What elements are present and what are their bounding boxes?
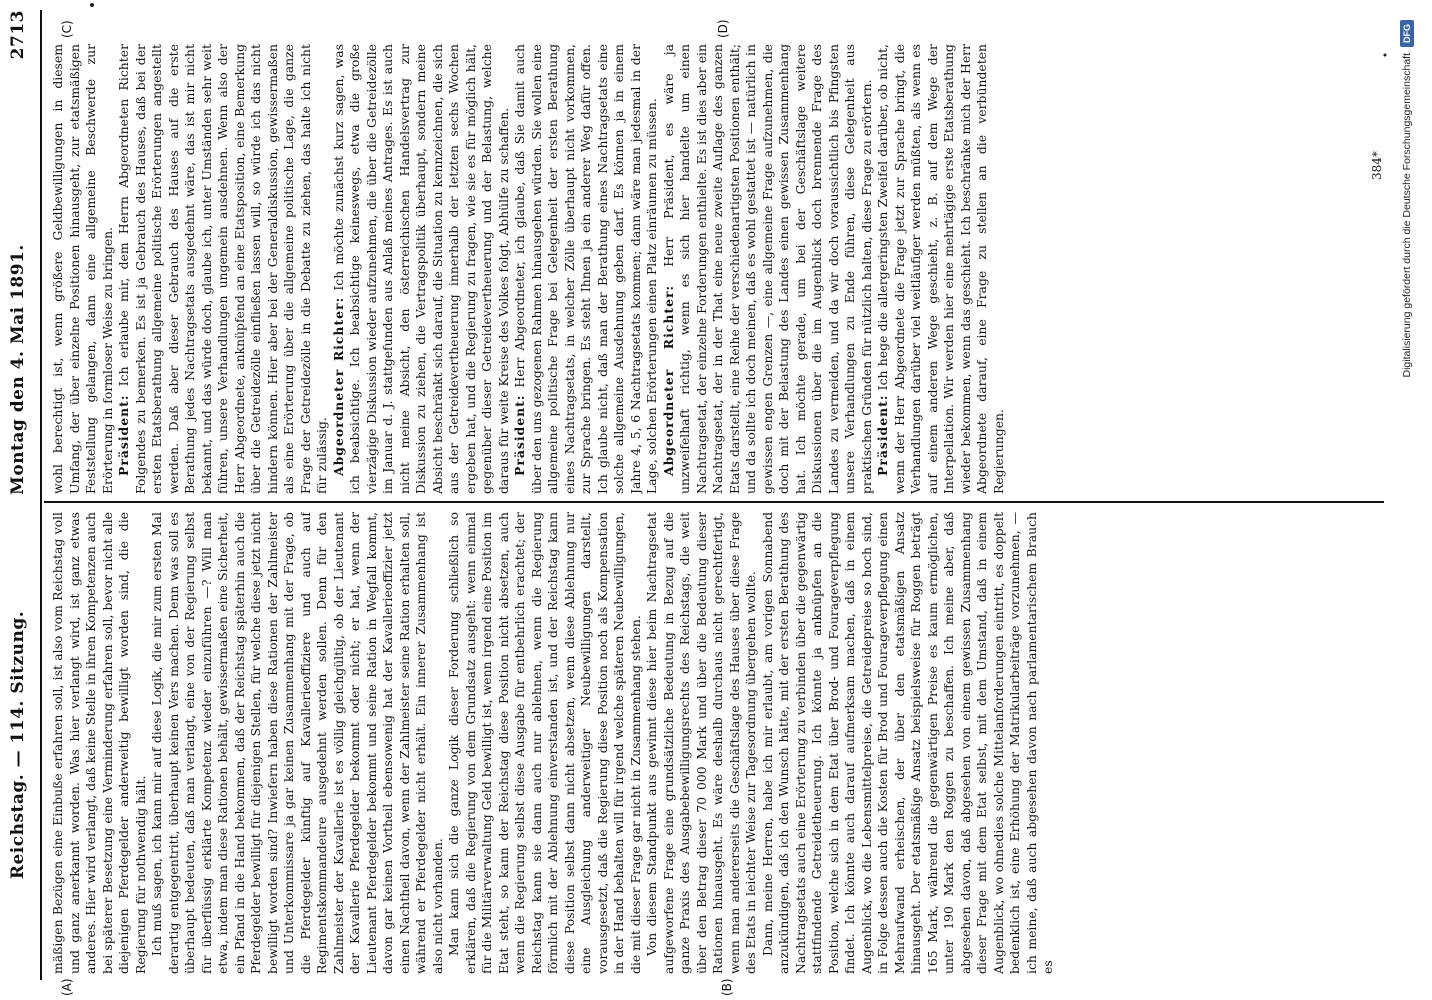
paragraph: Dann, meine Herren, habe ich mir erlaubt, am vorigen Sonnabend anzukündigen, daß ich den Wunsch hätte, mit der ersten Berathung des Nachtragsetats auch eine Erörterung zu verbinden über die gegenwärtig stattfindende Getreidetheuerung. Ich könnte ja anknüpfen an die Position, welche sich in dem Etat über Brod- und Fourageverpflegung findet. Ich könnte auch darauf aufmerksam machen, daß in einem Augenblick, wo die Lebensmittelpreise, die Getreidepreise so hoch sind, in Folge dessen auch die Kosten für Brod und Fourageverpflegung einen Mehraufwand erheischen, der über den etatsmäßigen Ansatz hinausgeht. Der etatsmäßige Ansatz beispielsweise für Roggen beträgt 165 Mark, während die gegenwärtigen Preise es kaum ermöglichen, unter 190 Mark den Roggen zu beschaffen. Ich meine aber, daß abgesehen davon, daß abgesehen von einem gewissen Zusammenhang dieser Frage mit dem Etat selbst, mit dem Umstand, daß in einem Augenblick, wo ohnedies solche Mittelanforderungen eintritt, es doppelt bedenklich ist, eine Erhöhung der Matrikularbeiträge vorzunehmen, — ich meine, daß auch abgesehen davon nach parlamentarischem Brauch es [759,512,1055,974]
speech-paragraph [50,44,116,494]
margin-marker-b: (B) [720,978,734,996]
digitization-notice: Digitalisierung gefördert durch die Deutsche Forschungsgemeinschaft [1401,53,1413,378]
speech-paragraph [331,44,513,494]
paragraph: Man kann sich die ganze Logik dieser Forderung schließlich so erklären, daß die Regierung von dem Grundsatz ausgeht: wenn einmal für die Militärverwaltung Geld bewilligt ist, wenn irgend eine Position im Etat steht, so kann der Reichstag diese Position nicht absetzen, auch wenn die Regierung selbst diese Ausgabe für entbehrlich erachtet; der Reichstag kann sie dann auch nur ablehnen, wenn die Regierung förmlich mit der Ablehnung einverstanden ist, und der Reichstag kann diese Position selbst dann nicht absetzen, wenn diese Ablehnung nur eine Ausgleichung anderweitiger Neubewilligungen darstellt, vorausgesetzt, daß die Regierung diese Position noch als Kompensation in der Hand behalten will für irgend welche späteren Neubewilligungen, die mit dieser Frage gar nicht in Zusammenhang stehen. [446,512,643,974]
running-header-right [0,10,36,495]
margin-marker-c: (C) [60,20,74,38]
speech-paragraph [661,44,876,494]
running-header-left [0,510,36,980]
page-number: 2713 [8,10,28,60]
speech-text: wohl berechtigt ist, wenn größere Geldbewilligungen in diesem Umfang, der über einzelne Positionen hinausgeht, zur etatsmäßigen Feststellung gelangen, dann eine allgemeine Beschwerde zur Erörterung in formloser Weise zu bringen. [50,44,115,494]
date-line: Montag den 4. Mai 1891. [8,244,28,495]
speaker-name: Abgeordneter Richter: [660,284,676,476]
speech-paragraph [512,44,661,494]
paragraph: Ich muß sagen, ich kann mir auf diese Logik, die mir zum ersten Mal derartig entgegentritt, überhaupt keinen Vers machen. Denn was soll es überhaupt bedeuten, daß man verlangt, eine von der Regierung selbst für überflüssig erklärte Kompetenz wieder einzuführen —? Will man etwa, indem man diese Rationen behält, gewissermaßen eine Sicherheit, ein Pfand in die Hand bekommen, daß der Reichstag späterhin auch die Pferdegelder bewilligt für diejenigen Stellen, für welche diese jetzt nicht bewilligt worden sind? Inwiefern haben diese Rationen der Zahlmeister und Unterkommissare ja gar keinen Zusammenhang mit der Frage, ob die Pferdegelder künftig auf Kavallerieoffiziere und auch auf Regimentskommandeure ausgedehnt werden sollen. Denn für den Zahlmeister der Kavallerie ist es völlig gleichgültig, ob der Lieutenant der Kavallerie Pferdegelder bekommt oder nicht; er hat, wenn der Lieutenant Pferdegelder bekommt und seine Ration in Wegfall kommt, davon gar keinen Vortheil ebensowenig hat der Kavallerieoffizier jetzt einen Nachtheil davon, wenn der Zahlmeister seine Ration erhalten soll, während er Pferdegelder nicht erhält. Ein innerer Zusammenhang ist also nicht vorhanden. [149,512,445,974]
speech-text: Ich hege die allergeringsten Zweifel darüber, ob nicht, wenn der Herr Abgeordnete die Frage jetzt zur Sprache bringt, die Verhandlungen darüber viel weitläufiger werden müßten, als wenn es auf einem anderen Wege geschieht, z. B. auf dem Wege der Interpellation. Wir werden hier eine mehrtägige erste Etatsberathung wieder bekommen, wenn das geschieht. Ich beschränke mich der Herr Abgeordnete darauf, eine Frage zu stellen an die verbündeten Regierungen. [875,44,1006,494]
speech-paragraph [116,44,331,494]
speech-paragraph [875,44,1007,494]
speech-text: Herr Abgeordneter, ich glaube, daß Sie damit auch über den uns gezogenen Rahmen hinausgehen würden. Sie wollen eine allgemeine politische Frage bei Gelegenheit der ersten Berathung eines Nachtragsetats, in welcher Zölle überhaupt nicht vorkommen, zur Sprache bringen. Es steht Ihnen ja ein anderer Weg dafür offen. Ich glaube nicht, daß man der Berathung eines Nachtragsetats eine solche allgemeine Ausdehnung geben darf. Es können ja in einem Jahre 4, 5, 6 Nachtragsetats kommen; dann wäre man jedesmal in der Lage, solchen Erörterungen einen Platz einräumen zu müssen. [512,44,659,494]
left-text-column [50,512,1382,974]
dfg-logo: DFG [1400,20,1414,47]
margin-marker-d: (D) [716,19,730,38]
speaker-name: Präsident: [116,394,131,476]
speech-text: Herr Präsident, es wäre ja unzweifelhaft richtig, wenn es sich hier handelte um einen Nachtragsetat, der einzelne Forderungen enthielte. Es ist dies aber ein Nachtragsetat, der in der That eine neue zweite Auflage des ganzen Etats darstellt, eine Reihe der verschiedenartigsten Positionen enthält; und da sollte ich doch meinen, daß es wohl gestattet ist — natürlich in gewissen engen Grenzen —, eine allgemeine Frage aufzunehmen, die doch mit der Belastung des Landes einen gewissen Zusammenhang hat. Ich möchte gerade, um bei der Geschäftslage weitere Diskussionen über die im Augenblick doch brennende Frage des Landes zu vermeiden, und da wir doch voraussichtlich bis Pfingsten unsere Verhandlungen zu Ende führen, diese Gelegenheit aus praktischen Gründen für nützlich halten, diese Frage zu erörtern. [660,44,874,494]
column-divider [44,502,1384,504]
header-rule [40,10,42,980]
paragraph: Von diesem Standpunkt aus gewinnt diese hier beim Nachtragsetat aufgeworfene Frage eine grundsätzliche Bedeutung in Bezug auf die ganze Praxis des Ausgabebewilligungsrechts des Reichstags, die weit über den Betrag dieser 70 000 Mark und über die Bedeutung dieser Rationen hinausgeht. Es wäre deshalb durchaus nicht gerechtfertigt, wenn man andererseits die Geschäftslage des Hauses über diese Frage des Etats in leichter Weise zur Tagesordnung übergehen wollte. [644,512,758,974]
signature-mark: 384* [1370,151,1384,180]
right-text-column [50,44,1382,494]
speech-text: Ich erlaube mir, dem Herrn Abgeordneten Richter Folgendes zu bemerken. Es ist ja Gebrauch des Hauses, daß bei der ersten Etatsberathung allgemeine politische Erörterungen angestellt werden. Daß aber dieser Gebrauch des Hauses auf die erste Berathung jedes Nachtragsetats ausgedehnt wäre, das ist mir nicht bekannt, und das würde doch, glaube ich, unter Umständen sehr weit führen, unsere Verhandlungen ungemein ausdehnen. Wenn also der Herr Abgeordnete, anknüpfend an eine Etatsposition, eine Bemerkung über die Getreidezölle einfließen lassen will, so würde ich das nicht hindern können. Hier aber bei der Generaldiskussion, gewissermaßen als eine Erörterung über die allgemeine politische Lage, die ganze Frage der Getreidezölle in die Debatte zu ziehen, das halte ich nicht für zulässig. [116,44,329,494]
speech-text: Ich möchte zunächst kurz sagen, was ich beabsichtige. Ich beabsichtige keineswegs, etwa die große vierzägige Diskussion wieder aufzunehmen, die über die Getreidezölle im Januar d. J. stattgefunden aus Anlaß meines Antrages. Es ist auch nicht meine Absicht, den österreichischen Handelsvertrag zur Diskussion zu ziehen, die Vertragspolitik überhaupt, sondern meine Absicht beschränkt sich darauf, die Situation zu kennzeichnen, die sich aus der Getreidevertheuerung innerhalb der letzten sechs Wochen ergeben hat, und die Regierung zu fragen, wie sie es für möglich hält, gegenüber dieser Getreidevertheuerung und der Belastung, welche daraus für weite Kreise des Volkes folgt, Abhülfe zu schaffen. [330,44,511,494]
speaker-name: Präsident: [512,394,527,476]
speaker-name: Abgeordneter Richter: [330,296,346,476]
digitization-stamp [1392,20,1422,970]
paragraph: mäßigen Bezügen eine Einbuße erfahren soll, ist also vom Reichstag voll und ganz anerkannt worden. Was hier verlangt wird, ist ganz etwas anderes. Hier wird verlangt, daß keine Stelle in ihren Kompetenzen auch bei späterer Besetzung eine Verminderung erfahren soll, bevor nicht alle diejenigen Pferdegelder anderweitig bewilligt worden sind, die die Regierung für nothwendig hält. [50,512,148,974]
margin-marker-a: (A) [60,978,74,996]
session-title: Reichstag. — 114. Sitzung. [8,610,28,880]
speaker-name: Präsident: [875,394,890,476]
